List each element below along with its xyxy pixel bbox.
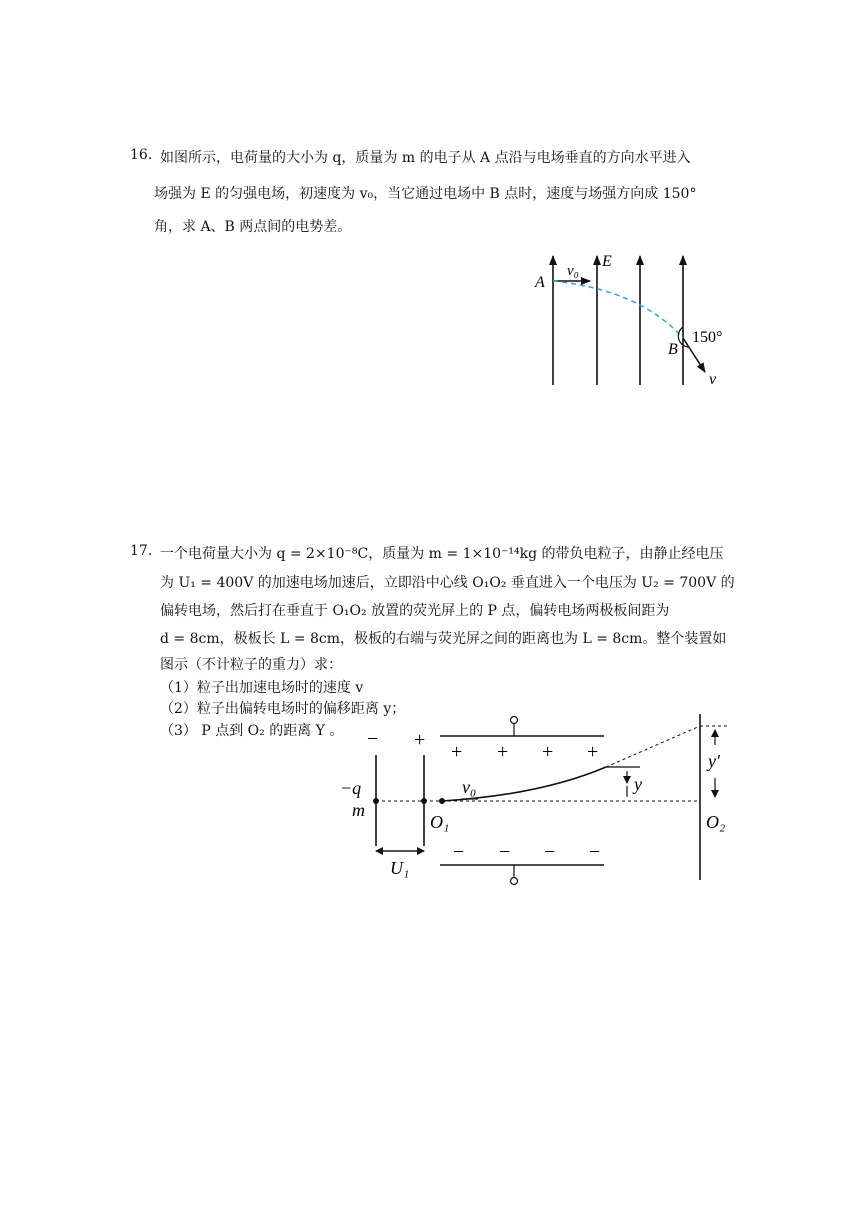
svg-text:−: −: [589, 841, 601, 863]
q17-text-line2: 为 U₁ = 400V 的加速电场加速后，立即沿中心线 O₁O₂ 垂直进入一个电压为 U₂ = 700V 的: [160, 575, 735, 591]
svg-text:+: +: [587, 741, 599, 763]
svg-text:−: −: [544, 841, 556, 863]
q16-text-line1: 如图所示，电荷量的大小为 q，质量为 m 的电子从 A 点沿与电场垂直的方向水平进入: [160, 150, 691, 166]
label-U1: U₁: [390, 858, 410, 878]
q17-sub2: （2）粒子出偏转电场时的偏移距离 y；: [160, 701, 406, 717]
label-v0: v₀: [567, 263, 579, 279]
accel-minus-sign: −: [367, 728, 379, 750]
label-v: v: [709, 371, 717, 388]
q16-text-line2: 场强为 E 的匀强电场，初速度为 v₀，当它通过电场中 B 点时，速度与场强方向成 150°: [154, 186, 697, 202]
q17-text-line4: d = 8cm，极板长 L = 8cm，极板的右端与荧光屏之间的距离也为 L = 8cm。整个装置如: [160, 631, 727, 647]
q17-sub3: （3） P 点到 O₂ 的距离 Y 。: [160, 723, 344, 739]
label-y-prime: y′: [708, 751, 720, 771]
label-B: B: [668, 341, 678, 358]
bottom-plate-charges: [453, 841, 600, 863]
q17-text-line1: 一个电荷量大小为 q = 2×10⁻⁸C，质量为 m = 1×10⁻¹⁴kg 的带负电粒子，由静止经电压: [160, 546, 724, 562]
extension-line: [606, 726, 700, 767]
svg-text:+: +: [497, 741, 509, 763]
q16-text-line3: 角，求 A、B 两点间的电势差。: [154, 219, 352, 235]
label-O1: O₁: [430, 812, 450, 832]
q16-number: 16.: [130, 147, 153, 163]
q17-number: 17.: [130, 543, 153, 559]
label-y: y: [634, 774, 642, 794]
accel-plus-sign: +: [414, 729, 426, 751]
label-neg-q: −q: [340, 778, 362, 798]
label-A: A: [535, 274, 545, 291]
svg-text:+: +: [542, 741, 554, 763]
q17-sub1: （1）粒子出加速电场时的速度 v: [160, 680, 364, 696]
label-v0-17: v₀: [462, 777, 477, 797]
label-E: E: [602, 253, 612, 270]
q17-text-line5: 图示（不计粒子的重力）求：: [160, 657, 342, 673]
label-m: m: [352, 800, 365, 820]
svg-text:−: −: [453, 841, 465, 863]
label-O2: O₂: [706, 812, 726, 832]
q17-text-line3: 偏转电场，然后打在垂直于 O₁O₂ 放置的荧光屏上的 P 点，偏转电场两极板间距为: [160, 603, 670, 619]
top-plate-charges: [451, 741, 598, 763]
svg-text:+: +: [451, 741, 463, 763]
svg-text:−: −: [499, 841, 511, 863]
label-angle: 150°: [692, 329, 723, 346]
